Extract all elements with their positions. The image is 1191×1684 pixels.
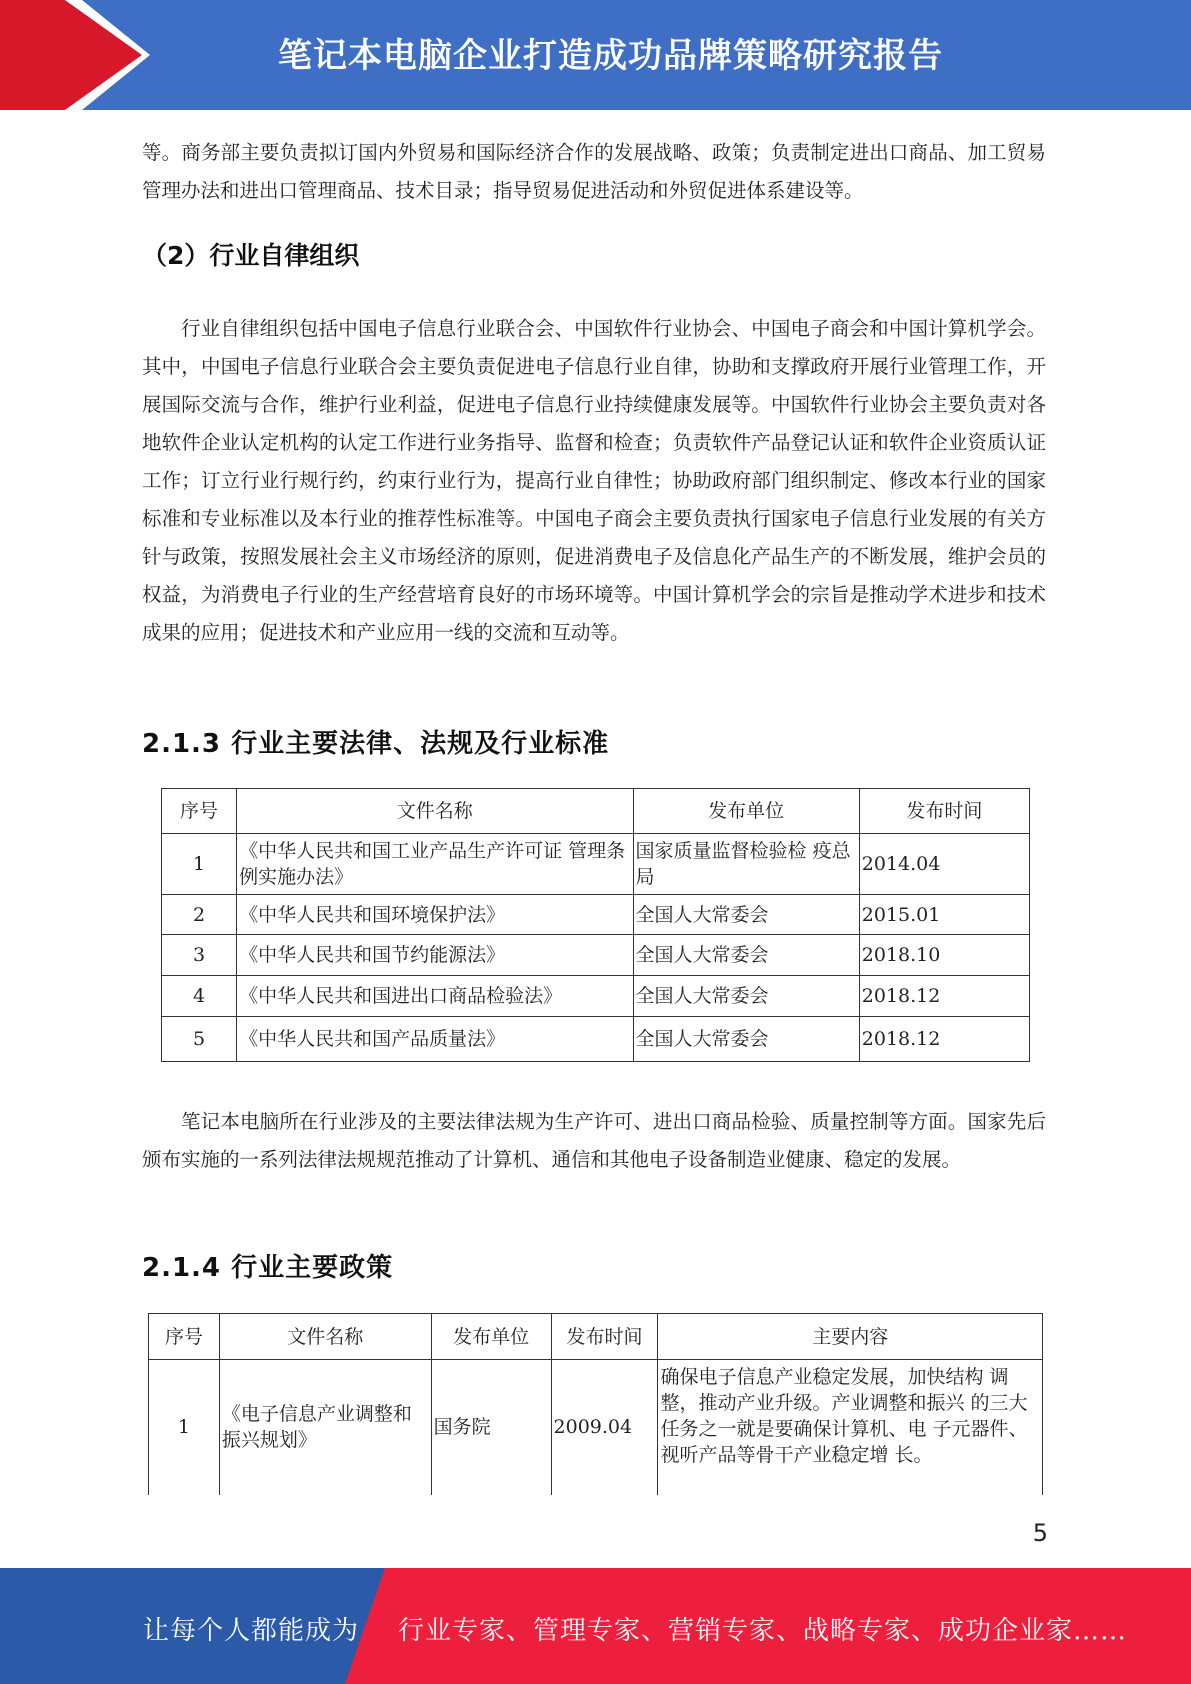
table-row — [162, 895, 1030, 935]
table-cell: 确保电子信息产业稳定发展，加快结构 调整，推动产业升级。产业调整和振兴 的三大任务之一就是要确保计算机、电 子元器件、视听产品等骨干产业稳定增 长。 — [658, 1360, 1043, 1495]
table-cell: 2018.10 — [859, 935, 1029, 976]
column-header: 序号 — [149, 1314, 220, 1360]
table-cell: 2018.12 — [859, 1017, 1029, 1062]
header-banner — [0, 0, 1191, 110]
column-header: 发布时间 — [859, 789, 1029, 834]
column-header: 主要内容 — [658, 1314, 1043, 1360]
table-header-row — [162, 789, 1030, 834]
section-2-1-4-heading: 2.1.4 行业主要政策 — [142, 1253, 394, 1283]
table-cell: 《电子信息产业调整和振兴规划》 — [219, 1360, 431, 1495]
footer-banner — [0, 1568, 1191, 1684]
intro-paragraph-block — [142, 134, 1046, 210]
self-regulation-block — [142, 310, 1046, 652]
table-header-row — [149, 1314, 1043, 1360]
self-regulation-paragraph: 行业自律组织包括中国电子信息行业联合会、中国软件行业协会、中国电子商会和中国计算机学会。其中，中国电子信息行业联合会主要负责促进电子信息行业自律，协助和支撑政府开展行业管理工作，开展国际交流与合作，维护行业利益，促进电子信息行业持续健康发展等。中国软件行业协会主要负责对各地软件企业认定机构的认定工作进行业务指导、监督和检查；负责软件产品登记认证和软件企业资质认证工作；订立行业行规行约，约束行业行为，提高行业自律性；协助政府部门组织制定、修改本行业的国家标准和专业标准以及本行业的推荐性标准等。中国电子商会主要负责执行国家电子信息行业发展的有关方针与政策，按照发展社会主义市场经济的原则，促进消费电子及信息化产品生产的不断发展，维护会员的权益，为消费电子行业的生产经营培育良好的市场环境等。中国计算机学会的宗旨是推动学术进步和技术成果的应用；促进技术和产业应用一线的交流和互动等。 — [142, 317, 1046, 644]
table-cell: 国家质量监督检验检 疫总局 — [633, 834, 859, 895]
table-row — [162, 976, 1030, 1017]
table-cell: 2009.04 — [551, 1360, 658, 1495]
table-cell: 1 — [162, 834, 237, 895]
laws-summary-paragraph: 笔记本电脑所在行业涉及的主要法律法规为生产许可、进出口商品检验、质量控制等方面。国家先后颁布实施的一系列法律法规规范推动了计算机、通信和其他电子设备制造业健康、稳定的发展。 — [142, 1110, 1046, 1171]
laws-summary-block — [142, 1103, 1046, 1179]
footer-slogan-right: 行业专家、管理专家、营销专家、战略专家、成功企业家…… — [398, 1616, 1128, 1646]
footer-slogan-left: 让每个人都能成为 — [143, 1616, 360, 1646]
table-row — [149, 1360, 1043, 1495]
table-cell: 2018.12 — [859, 976, 1029, 1017]
table-cell: 全国人大常委会 — [633, 1017, 859, 1062]
intro-paragraph: 等。商务部主要负责拟订国内外贸易和国际经济合作的发展战略、政策；负责制定进出口商品、加工贸易管理办法和进出口管理商品、技术目录；指导贸易促进活动和外贸促进体系建设等。 — [142, 141, 1046, 202]
table-row — [162, 935, 1030, 976]
column-header: 文件名称 — [219, 1314, 431, 1360]
table-cell: 3 — [162, 935, 237, 976]
table-cell: 《中华人民共和国环境保护法》 — [237, 895, 633, 935]
section-2-1-3-heading: 2.1.3 行业主要法律、法规及行业标准 — [142, 729, 610, 759]
table-cell: 2014.04 — [859, 834, 1029, 895]
table-cell: 全国人大常委会 — [633, 976, 859, 1017]
table-cell: 1 — [149, 1360, 220, 1495]
column-header: 发布时间 — [551, 1314, 658, 1360]
table-cell: 2 — [162, 895, 237, 935]
table-cell: 全国人大常委会 — [633, 895, 859, 935]
table-cell: 5 — [162, 1017, 237, 1062]
table-cell: 国务院 — [431, 1360, 551, 1495]
report-title: 笔记本电脑企业打造成功品牌策略研究报告 — [278, 36, 943, 76]
table-cell: 《中华人民共和国产品质量法》 — [237, 1017, 633, 1062]
table-cell: 4 — [162, 976, 237, 1017]
page-number: 5 — [1032, 1519, 1048, 1547]
table-cell: 2015.01 — [859, 895, 1029, 935]
column-header: 发布单位 — [633, 789, 859, 834]
table-cell: 《中华人民共和国节约能源法》 — [237, 935, 633, 976]
column-header: 发布单位 — [431, 1314, 551, 1360]
policies-table — [148, 1313, 1043, 1495]
table-row — [162, 834, 1030, 895]
subsection-heading: （2）行业自律组织 — [142, 241, 360, 270]
column-header: 序号 — [162, 789, 237, 834]
table-cell: 《中华人民共和国工业产品生产许可证 管理条例实施办法》 — [237, 834, 633, 895]
table-cell: 《中华人民共和国进出口商品检验法》 — [237, 976, 633, 1017]
table-row — [162, 1017, 1030, 1062]
laws-table — [161, 788, 1030, 1062]
table-cell: 全国人大常委会 — [633, 935, 859, 976]
column-header: 文件名称 — [237, 789, 633, 834]
